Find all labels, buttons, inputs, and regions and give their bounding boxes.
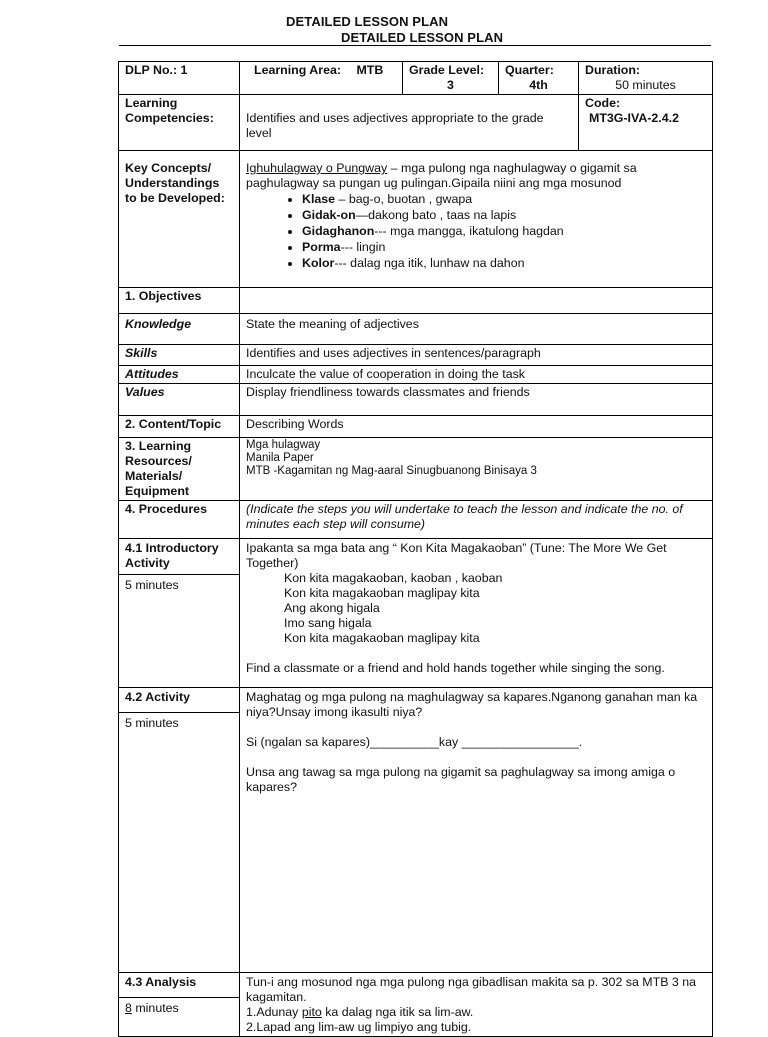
analysis-minutes-unit: minutes [131,1001,179,1015]
example-text: 1.Adunay [246,1005,302,1019]
spacer [246,720,706,735]
objectives-empty-cell [240,288,713,314]
resource-item: Manila Paper [246,452,314,464]
quarter-label: Quarter: [505,63,554,77]
list-item-example: – bag-o, buotan , gwapa [335,192,473,206]
learning-area-value: MTB [356,63,384,77]
skills-row [119,345,713,366]
dlp-number: DLP No.: 1 [125,63,188,77]
info-row [119,62,713,95]
key-concepts-definition [246,161,706,191]
document-title: DETAILED LESSON PLAN [286,14,449,29]
content-row [119,416,713,438]
key-concepts-cell [240,151,713,288]
activity-label-cell [119,688,240,973]
quarter-value: 4th [529,78,548,92]
code-label: Code: [585,96,621,110]
objectives-label: 1. Objectives [119,288,240,314]
intro-activity-label: 4.1 Introductory Activity [125,541,219,570]
list-item [302,255,706,271]
code-value: MT3G-IVA-2.4.2 [589,111,679,125]
list-item [302,223,706,239]
values-row [119,384,713,416]
grade-level-cell [403,62,499,95]
objectives-row [119,288,713,314]
activity-prompt: Maghatag og mga pulong na maghulagway sa kapares.Nganong ganahan man ka niya?Unsay imong ikasulti niya? [246,690,698,719]
song-line: Kon kita magakaoban maglipay kita [284,631,480,645]
activity-label: 4.2 Activity [125,690,190,704]
list-item-term: Gidak-on [302,208,356,222]
attitudes-text: Inculcate the value of cooperation in doing the task [240,366,713,384]
key-concepts-term: Ighuhulagway o Pungway [246,161,388,175]
key-concepts-label: Key Concepts/ Understandings to be Developed: [119,151,240,288]
competencies-row [119,95,713,151]
list-item-example: --- mga mangga, ikatulong hagdan [374,224,564,238]
analysis-instruction: Tun-i ang mosunod nga mga pulong nga gibadlisan makita sa p. 302 sa MTB 3 na kagamitan. [246,975,697,1004]
list-item-term: Gidaghanon [302,224,375,238]
intro-activity-instruction: Ipakanta sa mga bata ang “ Kon Kita Magakaoban” (Tune: The More We Get Together) [246,541,667,570]
list-item-term: Kolor [302,256,335,270]
list-item [302,191,706,207]
code-cell [579,95,713,151]
underlined-adjective: pito [301,1005,322,1019]
knowledge-row [119,314,713,345]
list-item [302,207,706,223]
dlp-number-cell [119,62,240,95]
activity-row [119,688,713,973]
attitudes-label: Attitudes [119,366,240,384]
content-text: Describing Words [240,416,713,438]
song-line: Imo sang higala [284,616,372,630]
resource-item: MTB -Kagamitan ng Mag-aaral Sinugbuanong Binisaya 3 [246,465,537,477]
knowledge-text: State the meaning of adjectives [240,314,713,345]
resources-row [119,438,713,501]
list-item-example: —dakong bato , taas na lapis [355,208,517,222]
list-item-example: --- lingin [340,240,386,254]
analysis-row [119,973,713,1037]
values-label: Values [119,384,240,416]
duration-value: 50 minutes [615,78,676,92]
content-label: 2. Content/Topic [119,416,240,438]
analysis-minutes [119,997,239,1016]
header-rule [119,45,711,46]
grade-level-label: Grade Level: [409,63,485,77]
attitudes-row [119,366,713,384]
list-item-term: Porma [302,240,341,254]
example-text: ka dalag nga itik sa lim-aw. [321,1005,474,1019]
song-line: Ang akong higala [284,601,380,615]
song-line: Kon kita magakaoban, kaoban , kaoban [284,571,503,585]
list-item [302,239,706,255]
intro-activity-label-cell [119,539,240,688]
spacer [246,750,706,765]
procedures-text: (Indicate the steps you will undertake to teach the lesson and indicate the no. of minutes each step will consume) [240,501,713,539]
duration-label: Duration: [585,63,641,77]
intro-activity-cell [240,539,713,688]
grade-level-value: 3 [447,78,454,92]
resources-cell [240,438,713,501]
activity-minutes: 5 minutes [119,712,239,731]
resources-label: 3. Learning Resources/ Materials/ Equipment [119,438,240,501]
procedures-row [119,501,713,539]
activity-question: Unsa ang tawag sa mga pulong na gigamit sa paghulagway sa imong amiga o kapares? [246,765,676,794]
analysis-label: 4.3 Analysis [125,975,197,989]
competencies-label: Learning Competencies: [119,95,240,151]
analysis-example-2: 2.Lapad ang lim-aw ug limpiyo ang tubig. [246,1020,472,1034]
competencies-text: Identifies and uses adjectives appropriate to the grade level [240,95,579,151]
quarter-cell [499,62,579,95]
analysis-minutes-number: 8 [125,1001,132,1015]
document-title-repeat: DETAILED LESSON PLAN [341,30,504,45]
activity-cell [240,688,713,973]
duration-cell [579,62,713,95]
list-item-example: --- dalag nga itik, lunhaw na dahon [334,256,525,270]
key-concepts-row [119,151,713,288]
learning-area-label: Learning Area: [254,63,341,77]
procedures-label: 4. Procedures [119,501,240,539]
intro-activity-closing: Find a classmate or a friend and hold hands together while singing the song. [246,661,665,675]
key-concepts-intro: – mga pulong nga naghulagway o gigamit sa paghulagway sa pungan ug pulingan.Gipaila niini ang mga mosunod [246,161,637,190]
learning-area-cell [240,62,403,95]
skills-text: Identifies and uses adjectives in sentences/paragraph [240,345,713,366]
analysis-example-1 [246,1005,706,1020]
skills-label: Skills [119,345,240,366]
intro-activity-row [119,539,713,688]
knowledge-label: Knowledge [119,314,240,345]
activity-fill-in: Si (ngalan sa kapares)__________kay _________________. [246,735,583,749]
spacer [246,646,706,661]
analysis-label-cell [119,973,240,1037]
intro-activity-minutes: 5 minutes [119,574,239,593]
adjective-types-list [286,191,706,271]
list-item-term: Klase [302,192,336,206]
values-text: Display friendliness towards classmates and friends [240,384,713,416]
resource-item: Mga hulagway [246,439,321,451]
lesson-plan-table [118,61,713,1037]
analysis-cell [240,973,713,1037]
song-line: Kon kita magakaoban maglipay kita [284,586,480,600]
